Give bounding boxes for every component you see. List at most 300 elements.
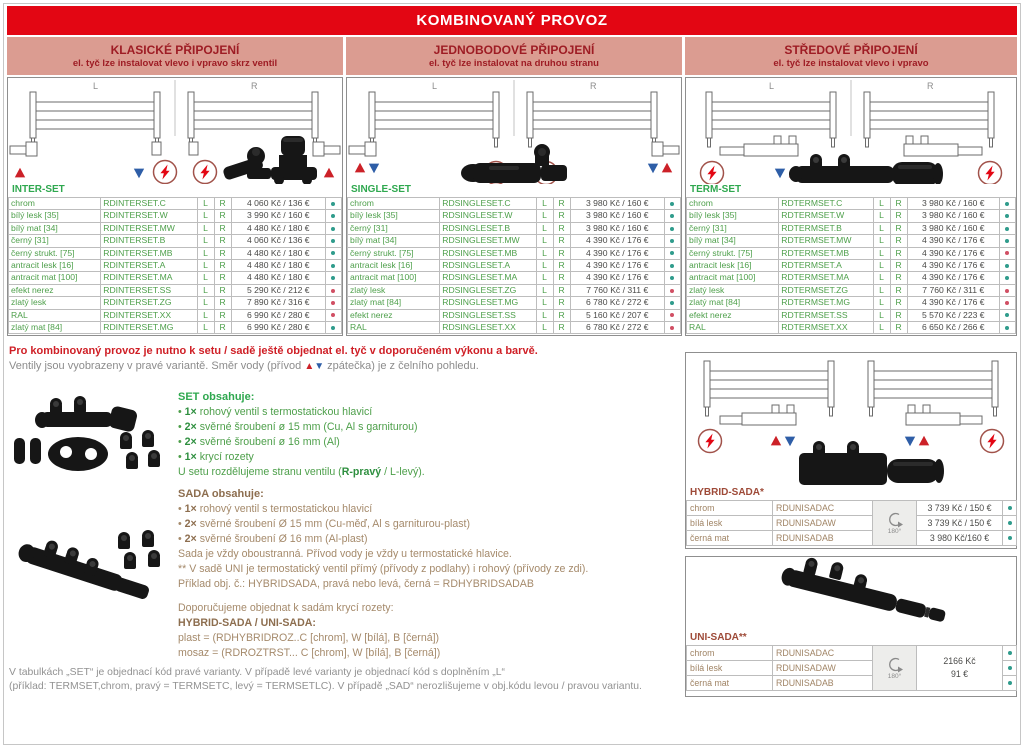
table-row	[348, 309, 681, 321]
order-code: RDTERMSET.ZG	[779, 284, 873, 296]
price: 4 060 Kč / 136 €	[231, 198, 325, 210]
availability-dot	[670, 239, 674, 243]
variant-left: L	[197, 297, 214, 309]
availability-cell	[664, 247, 680, 259]
price: 2166 Kč 91 €	[917, 646, 1003, 691]
price: 4 390 Kč / 176 €	[907, 272, 999, 284]
set-name: TERM-SET	[690, 184, 742, 195]
order-code: RDINTERSET.C	[101, 198, 197, 210]
table-row	[687, 501, 1017, 516]
price: 4 390 Kč / 176 €	[907, 247, 999, 259]
variant-right: R	[890, 297, 907, 309]
product-photo	[789, 154, 943, 184]
header-klasicke	[7, 37, 343, 75]
rotation-cell	[873, 646, 917, 691]
diagram-klasicke	[8, 78, 342, 184]
price: 4 390 Kč / 176 €	[570, 235, 664, 247]
price: 7 760 Kč / 311 €	[907, 284, 999, 296]
variant-left: L	[197, 260, 214, 272]
availability-cell	[325, 284, 341, 296]
variant-right: R	[553, 247, 570, 259]
center-valve-left	[720, 405, 796, 425]
rotation-cell	[873, 501, 917, 546]
list-item: • 2× svěrné šroubení Ø 16 mm (Al-plast)	[178, 533, 368, 545]
color-name: antracit lesk [16]	[348, 260, 440, 272]
availability-cell	[664, 235, 680, 247]
order-code: RDINTERSET.B	[101, 235, 197, 247]
color-name: černý strukt. [75]	[348, 247, 440, 259]
inter-set-table	[8, 197, 342, 334]
color-name: bílá lesk	[687, 516, 773, 531]
color-name: antracit mat [100]	[348, 272, 440, 284]
color-name: RAL	[9, 309, 101, 321]
center-valve-left	[720, 136, 798, 156]
color-name: antracit mat [100]	[687, 272, 779, 284]
variant-left: L	[197, 322, 214, 334]
availability-dot	[670, 276, 674, 280]
variant-right: R	[214, 284, 231, 296]
price: 4 480 Kč / 180 €	[231, 272, 325, 284]
valve-orientation-note: Ventily jsou vyobrazeny v pravé variantě. Směr vody (přívod ▲▼ zpátečka) je z čelního pohledu.	[9, 360, 479, 372]
availability-dot	[670, 264, 674, 268]
availability-dot	[1008, 506, 1012, 510]
variant-left: L	[197, 284, 214, 296]
availability-dot	[331, 251, 335, 255]
color-name: bílý mat [34]	[9, 222, 101, 234]
variant-left: L	[873, 322, 890, 334]
availability-cell	[999, 309, 1015, 321]
column-subtitle: el. tyč lze instalovat vlevo i vpravo	[773, 58, 929, 69]
heating-element-icon	[701, 162, 724, 185]
sada-kit-photo	[6, 518, 172, 628]
variant-left: L	[873, 297, 890, 309]
availability-dot	[670, 289, 674, 293]
availability-dot	[670, 214, 674, 218]
variant-left: L	[536, 210, 553, 222]
color-name: bílý lesk [35]	[687, 210, 779, 222]
price: 3 739 Kč / 150 €	[917, 516, 1003, 531]
section-uni-sada	[685, 556, 1017, 697]
variant-left: L	[536, 309, 553, 321]
color-name: bílá lesk	[687, 661, 773, 676]
variant-left: L	[197, 235, 214, 247]
availability-dot	[670, 313, 674, 317]
recommendation	[178, 601, 608, 661]
set-contents-heading: SET obsahuje:	[178, 391, 255, 403]
sada-contents	[178, 487, 648, 592]
order-code: RDSINGLESET.XX	[440, 322, 536, 334]
table-row	[348, 222, 681, 234]
order-code: RDUNISADAW	[773, 661, 873, 676]
availability-cell	[999, 222, 1015, 234]
availability-cell	[325, 322, 341, 334]
table-row	[687, 272, 1016, 284]
sada-note-1: Sada je vždy oboustranná. Přívod vody je vždy u termostatické hlavice.	[178, 548, 512, 560]
color-name: zlatý lesk	[9, 297, 101, 309]
recommendation-intro: Doporučujeme objednat k sadám krycí rozety:	[178, 602, 394, 614]
heating-element-icon	[154, 161, 177, 184]
color-name: chrom	[9, 198, 101, 210]
availability-cell	[325, 309, 341, 321]
variant-right: R	[890, 260, 907, 272]
diagram-label-right: R	[251, 81, 258, 91]
heating-element-icon	[699, 430, 722, 453]
order-code: RDSINGLESET.B	[440, 222, 536, 234]
order-code: RDUNISADAC	[773, 646, 873, 661]
section-inter-set	[7, 77, 343, 336]
diagram-label-left: L	[769, 81, 775, 91]
price: 4 390 Kč / 176 €	[907, 235, 999, 247]
table-row	[348, 198, 681, 210]
order-code: RDTERMSET.MW	[779, 235, 873, 247]
order-code: RDINTERSET.XX	[101, 309, 197, 321]
flow-in-icon	[662, 163, 672, 173]
heating-element-icon	[979, 162, 1002, 185]
order-code: RDSINGLESET.W	[440, 210, 536, 222]
table-row	[9, 297, 342, 309]
availability-dot	[1005, 276, 1009, 280]
flow-out-icon	[369, 164, 379, 174]
color-name: chrom	[687, 501, 773, 516]
price: 4 390 Kč / 176 €	[570, 272, 664, 284]
variant-left: L	[197, 272, 214, 284]
variant-right: R	[214, 210, 231, 222]
availability-cell	[999, 210, 1015, 222]
price: 3 980 Kč / 160 €	[907, 210, 999, 222]
color-name: černá mat	[687, 531, 773, 546]
availability-dot	[331, 264, 335, 268]
color-name: antracit lesk [16]	[9, 260, 101, 272]
diagram-stredove	[686, 78, 1016, 184]
availability-cell	[664, 260, 680, 272]
valve-right	[313, 142, 340, 156]
flow-in-icon	[324, 168, 334, 178]
table-row	[687, 260, 1016, 272]
table-row	[9, 260, 342, 272]
price: 3 980 Kč / 160 €	[907, 198, 999, 210]
set-side-note: U setu rozdělujeme stranu ventilu (R-pravý / L-levý).	[178, 466, 425, 478]
variant-right: R	[553, 272, 570, 284]
color-name: zlatý lesk	[348, 284, 440, 296]
price: 6 990 Kč / 280 €	[231, 322, 325, 334]
table-row	[9, 210, 342, 222]
table-row	[9, 222, 342, 234]
header-jednobodove	[346, 37, 682, 75]
price: 5 290 Kč / 212 €	[231, 284, 325, 296]
availability-cell	[325, 272, 341, 284]
variant-right: R	[214, 297, 231, 309]
diagram-label-right: R	[927, 81, 934, 91]
price: 3 980 Kč / 160 €	[907, 222, 999, 234]
color-name: chrom	[348, 198, 440, 210]
center-valve-right	[906, 405, 982, 425]
price: 4 390 Kč / 176 €	[570, 247, 664, 259]
table-row	[687, 210, 1016, 222]
order-code: RDUNISADAB	[773, 676, 873, 691]
order-code: RDINTERSET.MW	[101, 222, 197, 234]
order-code: RDSINGLESET.SS	[440, 309, 536, 321]
availability-cell	[999, 284, 1015, 296]
price: 3 990 Kč / 160 €	[231, 210, 325, 222]
order-code: RDSINGLESET.MB	[440, 247, 536, 259]
color-name: efekt nerez	[687, 309, 779, 321]
heating-element-icon	[981, 430, 1004, 453]
product-photo	[780, 557, 951, 624]
list-item: • 2× svěrné šroubení Ø 15 mm (Cu-měď, Al s garniturou-plast)	[178, 518, 470, 530]
table-row	[9, 272, 342, 284]
column-title: JEDNOBODOVÉ PŘIPOJENÍ	[433, 43, 595, 57]
valve-left	[10, 142, 37, 156]
price: 3 980 Kč / 160 €	[570, 222, 664, 234]
table-row	[9, 235, 342, 247]
table-row	[348, 272, 681, 284]
price: 4 390 Kč / 176 €	[570, 260, 664, 272]
variant-left: L	[536, 222, 553, 234]
availability-dot	[331, 239, 335, 243]
variant-right: R	[890, 309, 907, 321]
variant-right: R	[214, 260, 231, 272]
set-name: INTER-SET	[12, 184, 65, 195]
table-row	[687, 322, 1016, 334]
color-name: černý [31]	[9, 235, 101, 247]
list-item: • 1× rohový ventil s termostatickou hlavicí	[178, 503, 373, 515]
table-row	[9, 247, 342, 259]
flow-in-icon	[15, 168, 25, 178]
table-row	[348, 210, 681, 222]
diagram-label-left: L	[93, 81, 99, 91]
variant-right: R	[214, 247, 231, 259]
recommendation-heading: HYBRID-SADA / UNI-SADA:	[178, 617, 316, 629]
color-name: bílý lesk [35]	[348, 210, 440, 222]
list-item: • 1× krycí rozety	[178, 451, 254, 463]
availability-dot	[331, 301, 335, 305]
table-row	[687, 531, 1017, 546]
price: 6 990 Kč / 280 €	[231, 309, 325, 321]
variant-left: L	[536, 247, 553, 259]
price: 5 160 Kč / 207 €	[570, 309, 664, 321]
variant-left: L	[197, 198, 214, 210]
price: 4 480 Kč / 180 €	[231, 247, 325, 259]
table-row	[348, 322, 681, 334]
table-row	[348, 284, 681, 296]
variant-left: L	[197, 210, 214, 222]
flow-out-icon	[134, 169, 144, 179]
availability-dot	[670, 202, 674, 206]
availability-dot	[1005, 326, 1009, 330]
availability-dot	[1008, 651, 1012, 655]
variant-right: R	[214, 322, 231, 334]
sada-note-2: ** V sadě UNI je termostatický ventil přímý (přívody z podlahy) i rohový (přívody ze zdi).	[178, 563, 589, 575]
flow-in-icon	[919, 436, 929, 446]
section-term-set	[685, 77, 1017, 336]
variant-left: L	[536, 272, 553, 284]
color-name: černý [31]	[348, 222, 440, 234]
availability-dot	[1005, 264, 1009, 268]
availability-dot	[331, 227, 335, 231]
variant-left: L	[536, 322, 553, 334]
order-code: RDSINGLESET.C	[440, 198, 536, 210]
set-name: SINGLE-SET	[351, 184, 412, 195]
order-code: RDSINGLESET.MW	[440, 235, 536, 247]
availability-dot	[1008, 521, 1012, 525]
availability-cell	[325, 260, 341, 272]
color-name: bílý mat [34]	[348, 235, 440, 247]
variant-left: L	[197, 247, 214, 259]
table-row	[687, 247, 1016, 259]
column-title: KLASICKÉ PŘIPOJENÍ	[110, 43, 240, 57]
order-code: RDTERMSET.W	[779, 210, 873, 222]
price: 6 650 Kč / 266 €	[907, 322, 999, 334]
variant-left: L	[873, 210, 890, 222]
order-code: RDTERMSET.A	[779, 260, 873, 272]
order-code: RDTERMSET.C	[779, 198, 873, 210]
order-code: RDTERMSET.B	[779, 222, 873, 234]
set-contents	[178, 390, 598, 480]
variant-right: R	[214, 309, 231, 321]
variant-right: R	[890, 210, 907, 222]
flow-out-icon	[785, 437, 795, 447]
order-code: RDINTERSET.MB	[101, 247, 197, 259]
flow-out-icon	[905, 437, 915, 447]
availability-dot	[1005, 202, 1009, 206]
availability-cell	[325, 247, 341, 259]
color-name: chrom	[687, 646, 773, 661]
single-set-table	[347, 197, 681, 334]
price: 6 780 Kč / 272 €	[570, 297, 664, 309]
color-name: zlatý mat [84]	[9, 322, 101, 334]
availability-cell	[325, 235, 341, 247]
table-row	[687, 516, 1017, 531]
availability-dot	[670, 326, 674, 330]
variant-right: R	[553, 222, 570, 234]
set-kit-photo	[6, 396, 172, 508]
column-subtitle: el. tyč lze instalovat vlevo i vpravo skrz ventil	[72, 58, 278, 69]
table-row	[687, 297, 1016, 309]
availability-cell	[664, 210, 680, 222]
availability-dot	[1005, 301, 1009, 305]
variant-right: R	[553, 198, 570, 210]
availability-dot	[331, 202, 335, 206]
page-title: KOMBINOVANÝ PROVOZ	[7, 6, 1017, 35]
order-code: RDINTERSET.MG	[101, 322, 197, 334]
variant-right: R	[890, 272, 907, 284]
availability-cell	[999, 322, 1015, 334]
availability-dot	[331, 289, 335, 293]
list-item: • 2× svěrné šroubení ø 16 mm (Al)	[178, 436, 340, 448]
availability-dot	[331, 276, 335, 280]
variant-left: L	[873, 272, 890, 284]
uni-sada-photo	[686, 557, 1016, 631]
variant-left: L	[536, 235, 553, 247]
variant-right: R	[890, 222, 907, 234]
price: 7 760 Kč / 311 €	[570, 284, 664, 296]
variant-left: L	[197, 309, 214, 321]
variant-left: L	[197, 222, 214, 234]
variant-right: R	[890, 322, 907, 334]
variant-right: R	[553, 297, 570, 309]
table-row	[348, 297, 681, 309]
availability-dot	[1008, 536, 1012, 540]
variant-left: L	[536, 297, 553, 309]
availability-dot	[670, 251, 674, 255]
color-name: černý strukt. [75]	[687, 247, 779, 259]
availability-dot	[1008, 681, 1012, 685]
variant-right: R	[890, 235, 907, 247]
variant-left: L	[873, 222, 890, 234]
hybrid-sada-table	[686, 500, 1017, 546]
variant-right: R	[553, 235, 570, 247]
color-name: zlatý mat [84]	[687, 297, 779, 309]
color-name: černý strukt. [75]	[9, 247, 101, 259]
variant-left: L	[536, 284, 553, 296]
availability-cell	[664, 309, 680, 321]
header-stredove	[685, 37, 1017, 75]
availability-cell	[999, 272, 1015, 284]
sada-note-3: Příklad obj. č.: HYBRIDSADA, pravá nebo levá, černá = RDHYBRIDSADAB	[178, 578, 534, 590]
availability-cell	[664, 284, 680, 296]
availability-cell	[325, 222, 341, 234]
flow-in-icon	[355, 163, 365, 173]
variant-left: L	[536, 198, 553, 210]
price: 3 980 Kč / 160 €	[570, 198, 664, 210]
variant-right: R	[214, 272, 231, 284]
availability-cell	[664, 322, 680, 334]
variant-left: L	[873, 247, 890, 259]
availability-cell	[999, 235, 1015, 247]
flow-in-icon	[771, 436, 781, 446]
order-code: RDTERMSET.XX	[779, 322, 873, 334]
table-row	[348, 247, 681, 259]
valve-right	[652, 142, 679, 156]
table-row	[9, 322, 342, 334]
order-code: RDINTERSET.A	[101, 260, 197, 272]
flow-out-icon: ▼	[314, 361, 325, 372]
price: 5 570 Kč / 223 €	[907, 309, 999, 321]
color-name: RAL	[687, 322, 779, 334]
variant-left: L	[873, 235, 890, 247]
section-single-set	[346, 77, 682, 336]
footnote	[9, 666, 677, 694]
availability-dot	[331, 214, 335, 218]
diagram-jednobodove	[347, 78, 681, 184]
availability-cell	[664, 272, 680, 284]
footnote-line-2: (příklad: TERMSET,chrom, pravý = TERMSETC, levý = TERMSETLC). V případě „SAD“ nerozlišujeme v obj.kódu levou / pravou variantu.	[9, 681, 642, 692]
availability-dot	[1005, 227, 1009, 231]
order-code: RDINTERSET.ZG	[101, 297, 197, 309]
combined-operation-note: Pro kombinovaný provoz je nutno k setu / sadě ještě objednat el. tyč v doporučeném výkonu a barvě.	[9, 345, 538, 357]
availability-dot	[331, 326, 335, 330]
color-name: efekt nerez	[9, 284, 101, 296]
variant-right: R	[553, 309, 570, 321]
order-code: RDTERMSET.MG	[779, 297, 873, 309]
order-code: RDTERMSET.MA	[779, 272, 873, 284]
price: 3 739 Kč / 150 €	[917, 501, 1003, 516]
variant-right: R	[553, 260, 570, 272]
color-name: RAL	[348, 322, 440, 334]
variant-right: R	[890, 198, 907, 210]
price: 4 390 Kč / 176 €	[907, 260, 999, 272]
valve-left	[349, 142, 376, 156]
availability-cell	[999, 297, 1015, 309]
price: 4 480 Kč / 180 €	[231, 260, 325, 272]
footnote-line-1: V tabulkách „SET“ je objednací kód pravé varianty. V případě levé varianty je objednací kód s doplněním „L“	[9, 667, 505, 678]
sada-name: UNI-SADA**	[690, 632, 747, 643]
term-set-table	[686, 197, 1016, 334]
order-code: RDUNISADAB	[773, 531, 873, 546]
order-code: RDSINGLESET.ZG	[440, 284, 536, 296]
rotate-180-icon: 180°	[873, 512, 916, 535]
order-code: RDSINGLESET.MA	[440, 272, 536, 284]
